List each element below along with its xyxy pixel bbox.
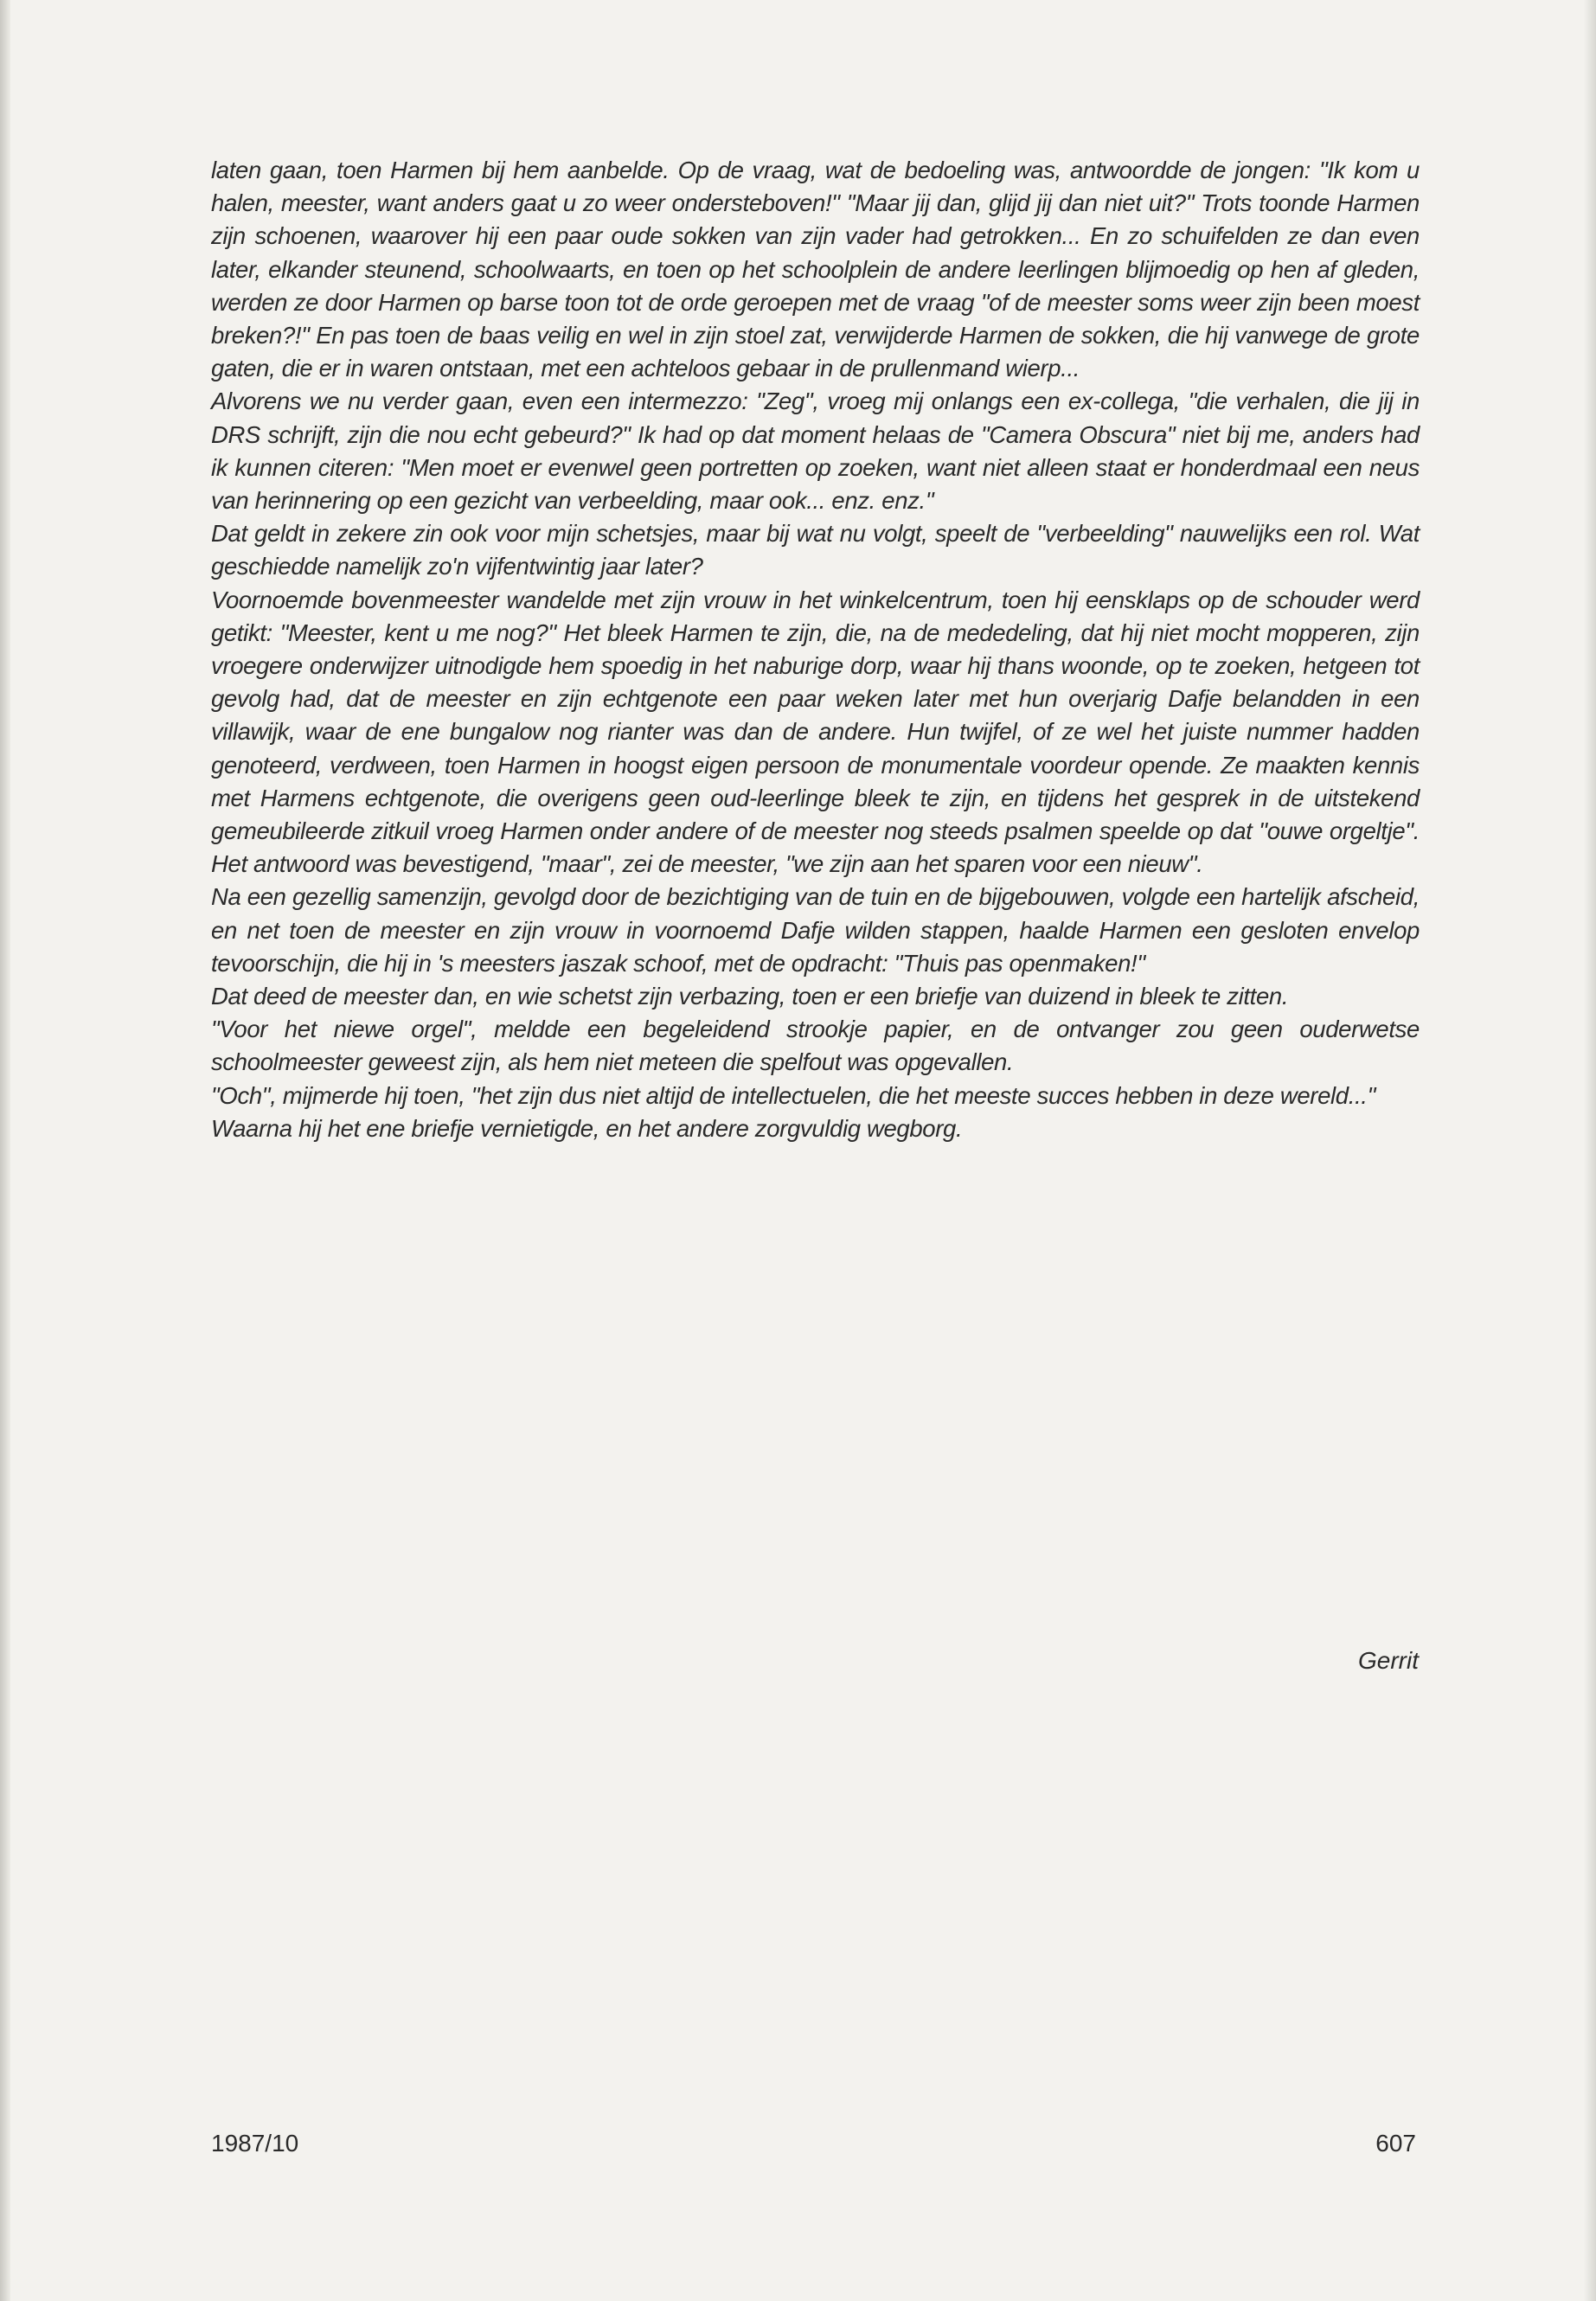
- paragraph-6: Dat deed de meester dan, en wie schetst zijn verbazing, toen er een briefje van duizend in bleek te zitten.: [211, 983, 1289, 1010]
- article-body: [211, 154, 1420, 1145]
- paragraph-2: Alvorens we nu verder gaan, even een intermezzo: "Zeg", vroeg mij onlangs een ex-collega, "die verhalen, die jij in DRS schrijft, zijn die nou echt gebeurd?" Ik had op dat moment helaas de "Camera Obscura" niet bij me, anders had ik kunnen citeren: "Men moet er evenwel geen portretten op zoeken, want niet alleen staat er honderdmaal een neus van herinnering op een gezicht van verbeelding, maar ook... enz. enz.": [211, 388, 1420, 515]
- paragraph-5: Na een gezellig samenzijn, gevolgd door de bezichtiging van de tuin en de bijgebouwen, volgde een hartelijk afscheid, en net toen de meester en zijn vrouw in voornoemd Dafje wilden stappen, haalde Harmen een gesloten envelop tevoorschijn, die hij in 's meesters jaszak schoof, met de opdracht: "Thuis pas openmaken!": [211, 883, 1420, 977]
- page-right-edge: [1584, 0, 1596, 2301]
- author-signature: Gerrit: [1358, 1647, 1419, 1674]
- paragraph-4: Voornoemde bovenmeester wandelde met zijn vrouw in het winkelcentrum, toen hij eensklaps op de schouder werd getikt: "Meester, kent u me nog?" Het bleek Harmen te zijn, die, na de mededeling, dat hij niet mocht mopperen, zijn vroegere onderwijzer uitnodigde hem spoedig in het naburige dorp, waar hij thans woonde, op te zoeken, hetgeen tot gevolg had, dat de meester en zijn echtgenote een paar weken later met hun overjarig Dafje belandden in een villawijk, waar de ene bungalow nog rianter was dan de andere. Hun twijfel, of ze wel het juiste nummer hadden genoteerd, verdween, toen Harmen in hoogst eigen persoon de monumentale voordeur opende. Ze maakten kennis met Harmens echtgenote, die overigens geen oud-leerlinge bleek te zijn, en tijdens het gesprek in de uitstekend gemeubileerde zitkuil vroeg Harmen onder andere of de meester nog steeds psalmen speelde op dat "ouwe orgeltje". Het antwoord was bevestigend, "maar", zei de meester, "we zijn aan het sparen voor een nieuw".: [211, 586, 1420, 878]
- issue-number: 1987/10: [211, 2130, 299, 2157]
- page-number: 607: [1375, 2130, 1416, 2157]
- paragraph-8: "Och", mijmerde hij toen, "het zijn dus niet altijd de intellectuelen, die het meeste succes hebben in deze wereld...": [211, 1081, 1376, 1109]
- page-left-edge: [0, 0, 10, 2301]
- paragraph-3: Dat geldt in zekere zin ook voor mijn schetsjes, maar bij wat nu volgt, speelt de "verbeelding" nauwelijks een rol. Wat geschiedde namelijk zo'n vijfentwintig jaar later?: [211, 520, 1420, 580]
- paragraph-7: "Voor het niewe orgel", meldde een begeleidend strookje papier, en de ontvanger zou geen ouderwetse schoolmeester geweest zijn, als hem niet meteen die spelfout was opgevallen.: [211, 1016, 1420, 1076]
- paragraph-1: laten gaan, toen Harmen bij hem aanbelde. Op de vraag, wat de bedoeling was, antwoordde de jongen: "Ik kom u halen, meester, want anders gaat u zo weer ondersteboven!" "Maar jij dan, glijd jij dan niet uit?" Trots toonde Harmen zijn schoenen, waarover hij een paar oude sokken van zijn vader had getrokken... En zo schuifelden ze dan even later, elkander steunend, schoolwaarts, en toen op het schoolplein de andere leerlingen blijmoedig op hen af gleden, werden ze door Harmen op barse toon tot de orde geroepen met de vraag "of de meester soms weer zijn been moest breken?!" En pas toen de baas veilig en wel in zijn stoel zat, verwijderde Harmen de sokken, die hij vanwege de grote gaten, die er in waren ontstaan, met een achteloos gebaar in de prullenmand wierp...: [211, 157, 1420, 382]
- paragraph-9: Waarna hij het ene briefje vernietigde, en het andere zorgvuldig wegborg.: [211, 1114, 963, 1142]
